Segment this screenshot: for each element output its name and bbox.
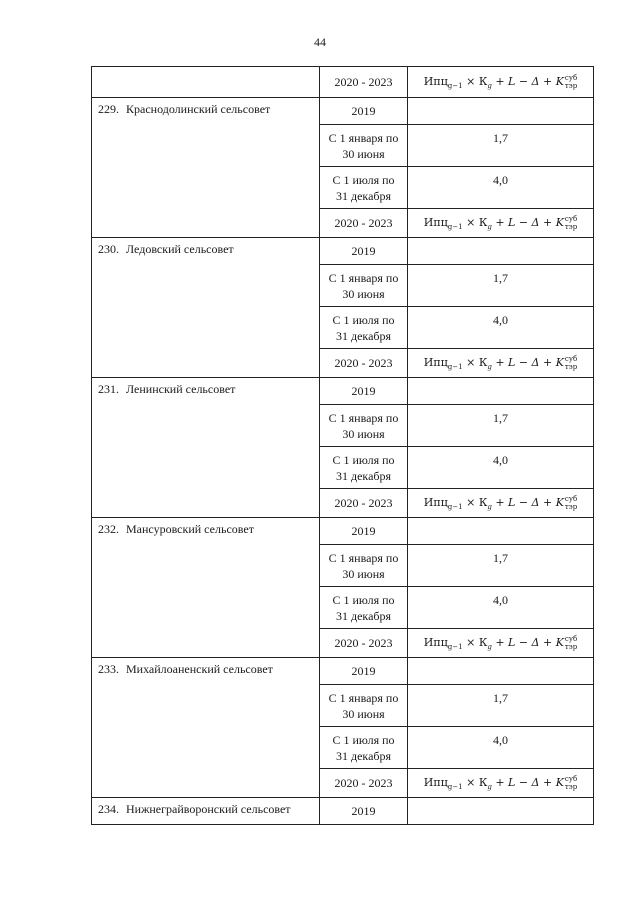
formula-rest: + L − Δ +: [495, 355, 553, 369]
formula: [423, 214, 578, 232]
period-h1-line2: 30 июня: [342, 146, 385, 161]
formula-k2-sup: суб: [564, 494, 578, 503]
year-cell: 2019: [320, 378, 408, 405]
formula-prefix-sub: g−1: [447, 82, 463, 91]
formula-k2-sub: тэр: [564, 81, 578, 90]
table-row: [92, 98, 594, 125]
empty-value-cell: [408, 798, 594, 825]
value-cell-h2: 4,0: [408, 727, 594, 769]
year-cell: 2019: [320, 98, 408, 125]
years-cell: 2020 - 2023: [320, 489, 408, 518]
formula-k: К: [478, 635, 488, 649]
formula-rest: + L − Δ +: [495, 495, 553, 509]
table-row: [92, 658, 594, 685]
empty-name-cell: [92, 67, 320, 98]
formula-k2-sup: суб: [564, 354, 578, 363]
empty-value-cell: [408, 238, 594, 265]
period-h1-line2: 30 июня: [342, 286, 385, 301]
years-cell: 2020 - 2023: [320, 349, 408, 378]
formula-k: К: [478, 215, 488, 229]
period-cell-h1: [320, 265, 408, 307]
period-cell-h2: [320, 447, 408, 489]
formula-times: ×: [466, 215, 476, 229]
formula-k2: K: [555, 74, 564, 88]
formula-k2: K: [555, 495, 564, 509]
formula-prefix-sub: g−1: [447, 363, 463, 372]
formula: [423, 494, 578, 512]
formula-prefix-sub: g−1: [447, 783, 463, 792]
years-cell: 2020 - 2023: [320, 209, 408, 238]
entry-name: [92, 98, 319, 117]
entry-name: [92, 518, 319, 537]
entry-name-cell: [92, 658, 320, 798]
formula-prefix: Ипц: [423, 635, 448, 649]
entry-title: Мансуровский сельсовет: [126, 522, 254, 536]
period-h1-line2: 30 июня: [342, 426, 385, 441]
period-cell-h1: [320, 405, 408, 447]
entry-title: Ленинский сельсовет: [126, 382, 236, 396]
period-h1-line1: С 1 января по: [328, 270, 399, 285]
formula-k2: K: [555, 355, 564, 369]
period-h2-line1: С 1 июля по: [332, 452, 395, 467]
entry-name-cell: [92, 798, 320, 825]
entry-title: Михайлоаненский сельсовет: [126, 662, 273, 676]
tariff-table: [91, 66, 594, 825]
formula-k2-sup: суб: [564, 774, 578, 783]
formula: [423, 73, 578, 91]
formula-k2-sub: тэр: [564, 502, 578, 511]
formula-k: К: [478, 74, 488, 88]
period-h2-line2: 31 декабря: [335, 468, 392, 483]
entry-number: 231.: [98, 382, 119, 396]
formula: [423, 774, 578, 792]
formula-times: ×: [466, 355, 476, 369]
table-row: [92, 798, 594, 825]
value-cell-h1: 1,7: [408, 125, 594, 167]
period-h1-line2: 30 июня: [342, 706, 385, 721]
formula-k: К: [478, 775, 488, 789]
period-cell-h2: [320, 587, 408, 629]
formula-k2: K: [555, 775, 564, 789]
page-number: 44: [314, 35, 326, 49]
formula-k2-sup: суб: [564, 73, 578, 82]
formula-cell: [408, 349, 594, 378]
formula-k2-sub: тэр: [564, 222, 578, 231]
formula-prefix: Ипц: [423, 74, 448, 88]
formula-k2-sup: суб: [564, 634, 578, 643]
period-h2-line2: 31 декабря: [335, 328, 392, 343]
table-row: [92, 67, 594, 98]
entry-name-cell: [92, 238, 320, 378]
formula-k-sub: g: [487, 363, 492, 372]
entry-number: 234.: [98, 802, 119, 816]
value-cell-h2: 4,0: [408, 587, 594, 629]
formula-k2-sub: тэр: [564, 782, 578, 791]
empty-value-cell: [408, 658, 594, 685]
period-h2-line2: 31 декабря: [335, 748, 392, 763]
formula-rest: + L − Δ +: [495, 635, 553, 649]
formula-k-sub: g: [487, 783, 492, 792]
entry-title: Ледовский сельсовет: [126, 242, 234, 256]
value-cell-h2: 4,0: [408, 167, 594, 209]
formula-times: ×: [466, 495, 476, 509]
years-cell: 2020 - 2023: [320, 67, 408, 98]
formula-cell: [408, 67, 594, 98]
period-cell-h1: [320, 125, 408, 167]
year-cell: 2019: [320, 658, 408, 685]
period-cell-h2: [320, 727, 408, 769]
table-row: [92, 238, 594, 265]
period-cell-h1: [320, 545, 408, 587]
formula-k2: K: [555, 635, 564, 649]
formula-prefix: Ипц: [423, 215, 448, 229]
entry-number: 232.: [98, 522, 119, 536]
table-row: [92, 378, 594, 405]
years-cell: 2020 - 2023: [320, 769, 408, 798]
formula-k2-sub: тэр: [564, 642, 578, 651]
formula-rest: + L − Δ +: [495, 775, 553, 789]
entry-number: 233.: [98, 662, 119, 676]
entry-title: Краснодолинский сельсовет: [126, 102, 271, 116]
period-h1-line1: С 1 января по: [328, 410, 399, 425]
value-cell-h2: 4,0: [408, 307, 594, 349]
formula-prefix-sub: g−1: [447, 223, 463, 232]
period-cell-h2: [320, 307, 408, 349]
period-h2-line2: 31 декабря: [335, 608, 392, 623]
period-cell-h2: [320, 167, 408, 209]
value-cell-h2: 4,0: [408, 447, 594, 489]
formula-times: ×: [466, 775, 476, 789]
entry-name: [92, 658, 319, 677]
period-h2-line1: С 1 июля по: [332, 172, 395, 187]
entry-name: [92, 238, 319, 257]
formula-prefix: Ипц: [423, 355, 448, 369]
formula-k: К: [478, 495, 488, 509]
formula-k-sub: g: [487, 223, 492, 232]
formula-k2-sup: суб: [564, 214, 578, 223]
formula-cell: [408, 209, 594, 238]
period-h2-line1: С 1 июля по: [332, 312, 395, 327]
entry-name: [92, 798, 319, 817]
table-row: [92, 518, 594, 545]
formula: [423, 634, 578, 652]
period-h2-line1: С 1 июля по: [332, 592, 395, 607]
empty-value-cell: [408, 378, 594, 405]
empty-value-cell: [408, 98, 594, 125]
entry-name-cell: [92, 518, 320, 658]
period-h2-line1: С 1 июля по: [332, 732, 395, 747]
formula-times: ×: [466, 635, 476, 649]
entry-number: 230.: [98, 242, 119, 256]
year-cell: 2019: [320, 238, 408, 265]
entry-name-cell: [92, 98, 320, 238]
entry-name-cell: [92, 378, 320, 518]
period-h1-line1: С 1 января по: [328, 130, 399, 145]
period-h2-line2: 31 декабря: [335, 188, 392, 203]
years-cell: 2020 - 2023: [320, 629, 408, 658]
entry-name: [92, 378, 319, 397]
formula-k2: K: [555, 215, 564, 229]
formula-rest: + L − Δ +: [495, 74, 553, 88]
period-cell-h1: [320, 685, 408, 727]
formula-prefix: Ипц: [423, 775, 448, 789]
value-cell-h1: 1,7: [408, 405, 594, 447]
formula: [423, 354, 578, 372]
empty-value-cell: [408, 518, 594, 545]
value-cell-h1: 1,7: [408, 685, 594, 727]
formula-k: К: [478, 355, 488, 369]
formula-rest: + L − Δ +: [495, 215, 553, 229]
formula-cell: [408, 769, 594, 798]
period-h1-line1: С 1 января по: [328, 690, 399, 705]
value-cell-h1: 1,7: [408, 545, 594, 587]
formula-k-sub: g: [487, 503, 492, 512]
entry-number: 229.: [98, 102, 119, 116]
entry-title: Нижнеграйворонский сельсовет: [126, 802, 291, 816]
year-cell: 2019: [320, 518, 408, 545]
formula-prefix: Ипц: [423, 495, 448, 509]
year-cell: 2019: [320, 798, 408, 825]
formula-prefix-sub: g−1: [447, 643, 463, 652]
formula-prefix-sub: g−1: [447, 503, 463, 512]
formula-times: ×: [466, 74, 476, 88]
formula-cell: [408, 629, 594, 658]
formula-k-sub: g: [487, 643, 492, 652]
period-h1-line1: С 1 января по: [328, 550, 399, 565]
value-cell-h1: 1,7: [408, 265, 594, 307]
formula-cell: [408, 489, 594, 518]
formula-k-sub: g: [487, 82, 492, 91]
formula-k2-sub: тэр: [564, 362, 578, 371]
period-h1-line2: 30 июня: [342, 566, 385, 581]
